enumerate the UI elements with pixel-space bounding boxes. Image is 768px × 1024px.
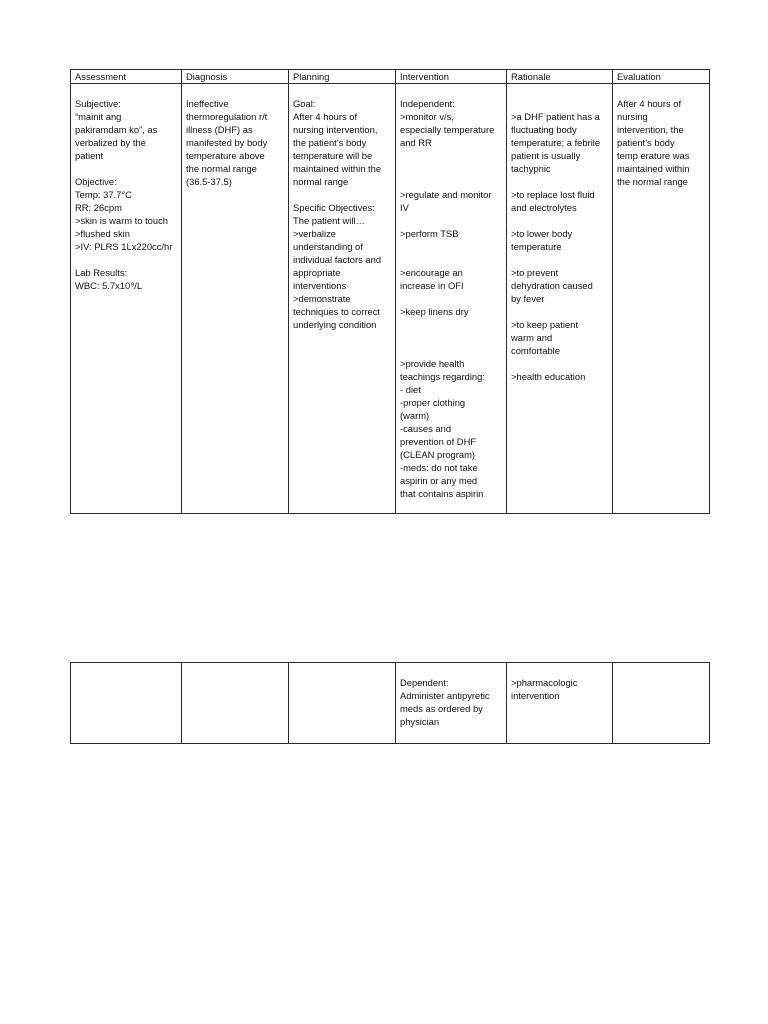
assessment-cell-empty: [71, 663, 182, 744]
cell-text-line: Administer antipyretic: [400, 690, 490, 701]
cell-text-line: maintained within: [617, 163, 690, 174]
cell-text-line: teachings regarding:: [400, 371, 485, 382]
cell-text-line: illness (DHF) as: [186, 124, 253, 135]
cell-text-line: [400, 331, 506, 344]
cell-text-line: >to replace lost fluid: [511, 189, 595, 200]
cell-text-line: physician: [400, 716, 440, 727]
cell-text-line: [511, 175, 612, 188]
cell-text-line: [400, 149, 506, 162]
table-header-row: [71, 70, 710, 84]
cell-text-line: temperature will be: [293, 150, 373, 161]
cell-text-line: >health education: [511, 371, 586, 382]
planning-cell: [289, 84, 396, 514]
cell-text-line: >provide health: [400, 358, 465, 369]
cell-text-line: >skin is warm to touch: [75, 215, 169, 226]
cell-text-line: After 4 hours of: [617, 98, 682, 109]
cell-text-line: Objective:: [75, 176, 117, 187]
cell-text-line: [617, 84, 709, 97]
cell-text-line: >keep linens dry: [400, 306, 469, 317]
cell-text-line: >monitor v/s,: [400, 111, 454, 122]
cell-text-line: [400, 240, 506, 253]
header-rationale: Rationale: [507, 70, 613, 84]
cell-text-line: intervention, the: [617, 124, 684, 135]
cell-text-line: temperature above: [186, 150, 265, 161]
cell-text-line: intervention: [511, 690, 560, 701]
cell-text-line: [400, 344, 506, 357]
cell-text-line: (CLEAN program): [400, 449, 476, 460]
cell-text-line: the normal range: [186, 163, 257, 174]
cell-text-line: [293, 188, 395, 201]
cell-text-line: The patient will…: [293, 215, 365, 226]
cell-text-line: understanding of: [293, 241, 363, 252]
cell-text-line: [511, 663, 612, 676]
cell-text-line: >to lower body: [511, 228, 573, 239]
cell-text-line: [400, 84, 506, 97]
dependent-intervention-cell: [396, 663, 507, 744]
cell-text-line: tachypnic: [511, 163, 551, 174]
cell-text-line: temperature; a febrile: [511, 137, 601, 148]
cell-text-line: [400, 175, 506, 188]
cell-text-line: [400, 253, 506, 266]
cell-text-line: >a DHF patient has a: [511, 111, 600, 122]
cell-text-line: [75, 84, 181, 97]
table-row: [71, 84, 710, 514]
cell-text-line: >demonstrate: [293, 293, 351, 304]
evaluation-cell-empty: [613, 663, 710, 744]
cell-text-line: [511, 84, 612, 97]
cell-text-line: the patient’s body: [293, 137, 367, 148]
cell-text-line: >IV: PLRS 1Lx220cc/hr: [75, 241, 173, 252]
cell-text-line: [511, 305, 612, 318]
header-evaluation: Evaluation: [613, 70, 710, 84]
cell-text-line: [511, 253, 612, 266]
cell-text-line: IV: [400, 202, 409, 213]
cell-text-line: nursing intervention,: [293, 124, 378, 135]
cell-text-line: Goal:: [293, 98, 316, 109]
nursing-care-plan-continuation-table: [70, 662, 710, 744]
cell-text-line: warm and: [511, 332, 553, 343]
header-assessment: Assessment: [71, 70, 182, 84]
cell-text-line: >flushed skin: [75, 228, 130, 239]
cell-text-line: - diet: [400, 384, 421, 395]
cell-text-line: [75, 162, 181, 175]
cell-text-line: patient is usually: [511, 150, 581, 161]
cell-text-line: interventions: [293, 280, 347, 291]
cell-text-line: [400, 292, 506, 305]
cell-text-line: >regulate and monitor: [400, 189, 492, 200]
cell-text-line: [400, 318, 506, 331]
cell-text-line: Independent:: [400, 98, 455, 109]
cell-text-line: fluctuating body: [511, 124, 577, 135]
cell-text-line: “mainit ang: [75, 111, 122, 122]
header-intervention: Intervention: [396, 70, 507, 84]
cell-text-line: Ineffective: [186, 98, 229, 109]
header-diagnosis: Diagnosis: [182, 70, 289, 84]
rationale-cell: [507, 84, 613, 514]
cell-text-line: maintained within the: [293, 163, 382, 174]
cell-text-line: [186, 84, 288, 97]
cell-text-line: aspirin or any med: [400, 475, 478, 486]
cell-text-line: [293, 84, 395, 97]
planning-cell-empty: [289, 663, 396, 744]
cell-text-line: [511, 357, 612, 370]
cell-text-line: After 4 hours of: [293, 111, 358, 122]
cell-text-line: by fever: [511, 293, 545, 304]
dependent-rationale-cell: [507, 663, 613, 744]
cell-text-line: comfortable: [511, 345, 560, 356]
cell-text-line: (36.5-37.5): [186, 176, 232, 187]
cell-text-line: >encourage an: [400, 267, 463, 278]
nursing-care-plan-table: [70, 69, 710, 514]
cell-text-line: appropriate: [293, 267, 341, 278]
cell-text-line: (warm): [400, 410, 430, 421]
cell-text-line: [511, 214, 612, 227]
cell-text-line: >to prevent: [511, 267, 559, 278]
intervention-cell: [396, 84, 507, 514]
cell-text-line: [400, 214, 506, 227]
cell-text-line: Specific Objectives:: [293, 202, 375, 213]
cell-text-line: [400, 162, 506, 175]
cell-text-line: patient: [75, 150, 104, 161]
cell-text-line: verbalized by the: [75, 137, 146, 148]
cell-text-line: -proper clothing: [400, 397, 466, 408]
cell-text-line: especially temperature: [400, 124, 495, 135]
cell-text-line: pakiramdam ko”, as: [75, 124, 158, 135]
cell-text-line: Lab Results:: [75, 267, 128, 278]
cell-text-line: underlying condition: [293, 319, 377, 330]
assessment-cell: [71, 84, 182, 514]
cell-text-line: temperature: [511, 241, 562, 252]
cell-text-line: and RR: [400, 137, 432, 148]
cell-text-line: that contains aspirin: [400, 488, 484, 499]
cell-text-line: WBC: 5.7x10⁹/L: [75, 280, 143, 291]
cell-text-line: the normal range: [617, 176, 688, 187]
header-planning: Planning: [289, 70, 396, 84]
cell-text-line: nursing: [617, 111, 648, 122]
cell-text-line: -causes and: [400, 423, 452, 434]
cell-text-line: manifested by body: [186, 137, 268, 148]
cell-text-line: and electrolytes: [511, 202, 577, 213]
diagnosis-cell: [182, 84, 289, 514]
cell-text-line: thermoregulation r/t: [186, 111, 268, 122]
cell-text-line: >pharmacologic: [511, 677, 578, 688]
cell-text-line: -meds: do not take: [400, 462, 478, 473]
diagnosis-cell-empty: [182, 663, 289, 744]
cell-text-line: dehydration caused: [511, 280, 593, 291]
cell-text-line: normal range: [293, 176, 349, 187]
cell-text-line: >perform TSB: [400, 228, 459, 239]
cell-text-line: patient’s body: [617, 137, 675, 148]
cell-text-line: [511, 97, 612, 110]
cell-text-line: meds as ordered by: [400, 703, 483, 714]
cell-text-line: individual factors and: [293, 254, 382, 265]
cell-text-line: [400, 663, 506, 676]
cell-text-line: increase in OFI: [400, 280, 464, 291]
cell-text-line: Subjective:: [75, 98, 121, 109]
cell-text-line: Temp: 37.7°C: [75, 189, 132, 200]
cell-text-line: >verbalize: [293, 228, 336, 239]
cell-text-line: prevention of DHF: [400, 436, 477, 447]
cell-text-line: >to keep patient: [511, 319, 578, 330]
cell-text-line: temp erature was: [617, 150, 690, 161]
table-row: [71, 663, 710, 744]
cell-text-line: RR: 26cpm: [75, 202, 122, 213]
cell-text-line: techniques to correct: [293, 306, 381, 317]
evaluation-cell: [613, 84, 710, 514]
cell-text-line: [75, 253, 181, 266]
cell-text-line: Dependent:: [400, 677, 449, 688]
